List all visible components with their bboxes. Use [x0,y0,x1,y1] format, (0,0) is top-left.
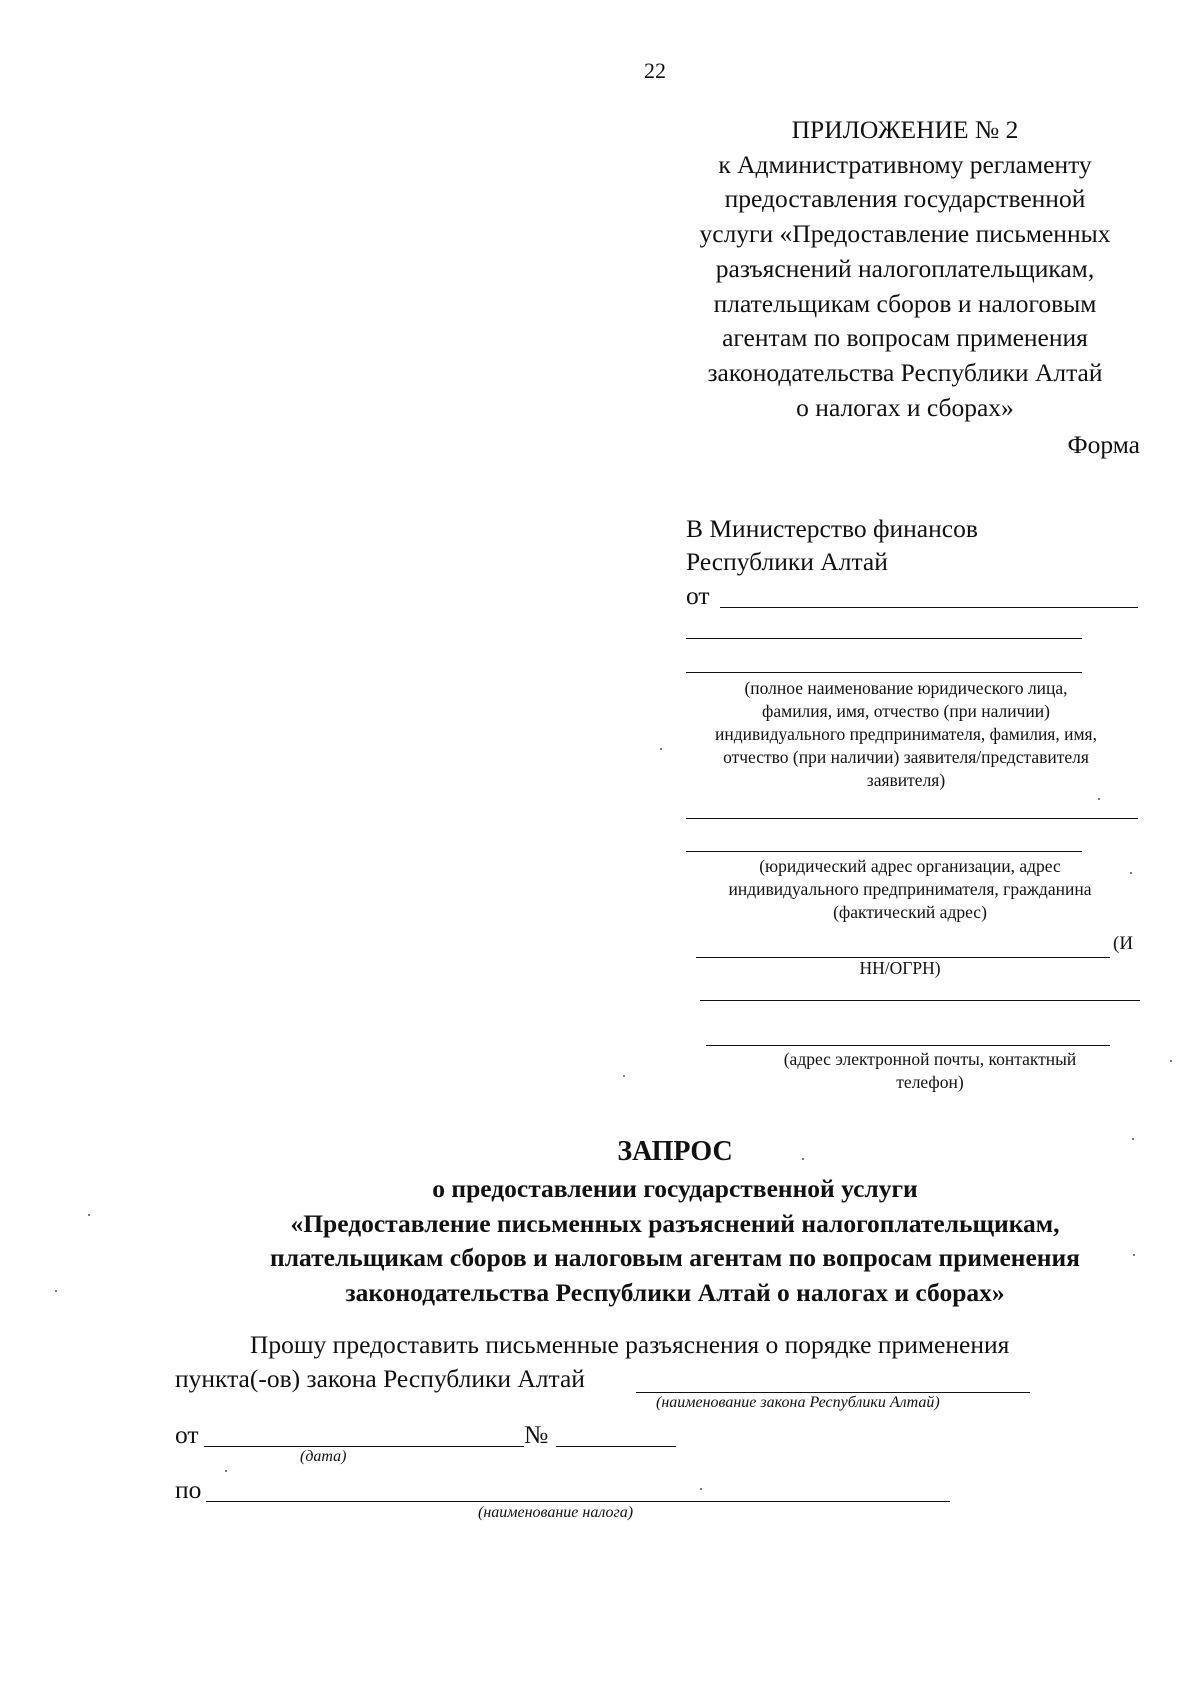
caption-line: (адрес электронной почты, контактный [783,1049,1077,1069]
request-title: ЗАПРОС [617,1136,733,1167]
caption-line: телефон) [896,1072,964,1092]
applicant-name-field-line-1[interactable] [720,607,1138,608]
scan-speck [660,748,662,750]
appendix-line: к Административному регламенту [718,149,1092,179]
scan-speck [225,1470,227,1472]
date-from-label: от [175,1420,199,1449]
subtitle-line: законодательства Республики Алтай о налогах и сборах» [345,1277,1005,1307]
scan-speck [1098,798,1100,800]
subtitle-line: «Предоставление письменных разъяснений налогоплательщикам, [290,1208,1060,1238]
scan-speck [700,1488,702,1490]
scan-speck [1133,1254,1135,1256]
subtitle-line: плательщикам сборов и налоговым агентам по вопросам применения [270,1243,1080,1272]
caption-line: индивидуального предпринимателя, гражданина [728,879,1092,899]
appendix-line: ПРИЛОЖЕНИЕ № 2 [791,115,1019,144]
appendix-line: о налогах и сборах» [796,392,1014,422]
applicant-name-field-line-2[interactable] [686,638,1082,639]
request-subtitle [175,1172,1175,1310]
appendix-heading [670,113,1140,425]
appendix-line: законодательства Республики Алтай [707,357,1103,387]
addressee-line-2: Республики Алтай [686,547,888,576]
form-label: Форма [1067,430,1140,459]
scan-speck [623,1075,625,1077]
caption-line: отчество (при наличии) заявителя/представителя [723,747,1089,767]
tax-name-field[interactable] [206,1501,950,1502]
caption-line: (полное наименование юридического лица, [744,678,1068,698]
applicant-name-field-line-3[interactable] [686,672,1082,673]
law-name-field[interactable] [636,1392,1030,1393]
addressee-line-1: В Министерство финансов [686,514,978,543]
applicant-name-caption [686,677,1126,792]
contacts-field-line-1[interactable] [700,1000,1140,1001]
caption-line: фамилия, имя, отчество (при наличии) [762,701,1050,721]
scan-speck [55,1290,57,1292]
request-text-line-2: пункта(-ов) закона Республики Алтай [175,1364,585,1393]
date-field[interactable] [204,1446,524,1447]
scan-speck [88,1214,90,1216]
law-name-caption: (наименование закона Республики Алтай) [656,1394,940,1411]
number-field[interactable] [556,1446,676,1447]
contacts-caption [720,1048,1140,1094]
page-number: 22 [644,58,666,83]
contacts-field-line-2[interactable] [706,1045,1110,1046]
address-field-line-1[interactable] [686,818,1138,819]
scan-speck [1132,1138,1134,1140]
inn-caption-part-2: НН/ОГРН) [859,958,941,978]
caption-line: (фактический адрес) [833,902,987,922]
caption-line: заявителя) [866,770,946,790]
caption-line: (юридический адрес организации, адрес [759,856,1061,876]
scan-speck [802,1158,804,1160]
caption-line: индивидуального предпринимателя, фамилия, имя, [715,724,1097,744]
request-text-line-1: Прошу предоставить письменные разъяснения о порядке применения [250,1330,1010,1359]
address-caption [700,855,1120,924]
appendix-line: плательщикам сборов и налоговым [713,288,1097,318]
appendix-line: агентам по вопросам применения [722,323,1088,353]
appendix-line: предоставления государственной [724,184,1086,214]
subtitle-line: о предоставлении государственной услуги [432,1174,918,1203]
appendix-line: услуги «Предоставление письменных [699,219,1111,249]
address-field-line-2[interactable] [686,851,1082,852]
scan-speck [1130,872,1132,874]
inn-caption-part-1: (И [1113,933,1134,954]
number-label: № [524,1420,549,1449]
appendix-line: разъяснений налогоплательщикам, [715,253,1095,283]
date-caption: (дата) [300,1448,347,1465]
tax-on-label: по [175,1475,202,1504]
scan-speck [1170,1060,1172,1062]
from-label: от [686,581,710,610]
tax-name-caption: (наименование налога) [478,1504,634,1521]
